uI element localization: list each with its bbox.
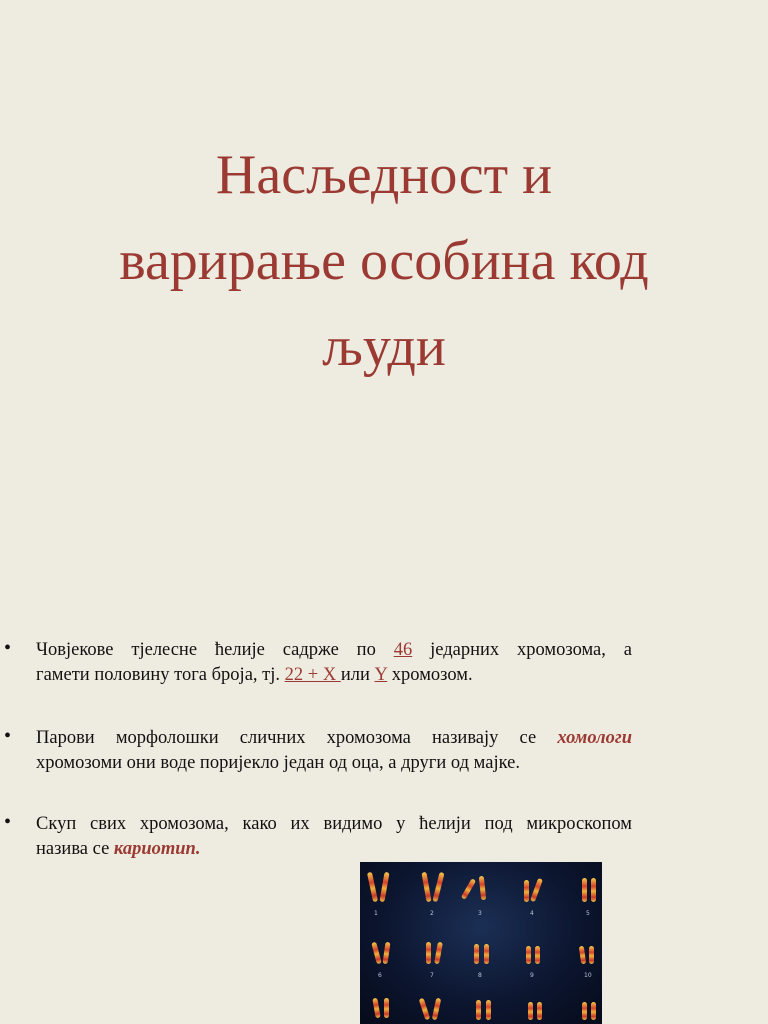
- chromosome: [582, 878, 587, 902]
- chromosome: [379, 872, 389, 902]
- chromosome: [372, 998, 380, 1019]
- chromosome: [371, 942, 382, 965]
- chromosome-number-7: 7: [430, 972, 434, 979]
- chromosome: [579, 946, 586, 965]
- bullet-3-line-1: Скуп свих хромозома, како их видимо у ћелији под микроскопом: [36, 814, 632, 834]
- chromosome-number-10: 10: [584, 972, 592, 979]
- chromosome: [479, 876, 486, 900]
- bullet-marker: •: [4, 637, 12, 659]
- bullet-2-line-1: Парови морфолошки сличних хромозома називају се хомологи: [36, 728, 632, 748]
- term-karyotype: кариотип.: [113, 839, 201, 859]
- chromosome: [591, 1002, 596, 1020]
- chromosome: [484, 944, 489, 964]
- title-line-1: Насљедност и: [215, 144, 553, 206]
- chromosome-number-4: 4: [530, 910, 534, 917]
- chromosome-number-6: 6: [378, 972, 382, 979]
- chromosome-number-1: 1: [374, 910, 378, 917]
- chromosome: [432, 998, 441, 1021]
- bullet-marker: •: [4, 725, 12, 747]
- chromosome: [461, 878, 476, 900]
- bullet-3-line-2: назива се кариотип.: [36, 839, 201, 859]
- chromosome: [421, 872, 431, 902]
- bullet-1-line-1: Човјекове тјелесне ћелије садрже по 46 једарних хромозома, а: [36, 640, 632, 660]
- chromosome-number-5: 5: [586, 910, 590, 917]
- title-line-3: људи: [322, 316, 446, 378]
- chromosome: [524, 880, 529, 902]
- slide-title: [0, 132, 768, 390]
- chromosome-number-3: 3: [478, 910, 482, 917]
- term-homologues: хомологи: [557, 728, 632, 748]
- chromosome: [382, 942, 390, 964]
- chromosome: [530, 878, 543, 902]
- bullet-item-homologues: [4, 725, 632, 776]
- chromosome: [486, 1000, 491, 1020]
- chromosome: [419, 998, 431, 1020]
- link-y[interactable]: Y: [374, 665, 388, 685]
- bullet-2-line-2: хромозоми они воде поријекло један од оца, а други од мајке.: [36, 753, 520, 773]
- chromosome: [537, 1002, 542, 1020]
- karyotype-image: [360, 862, 602, 1024]
- link-22-x[interactable]: 22 + X: [284, 665, 341, 685]
- title-line-2: варирање особина код: [119, 230, 649, 292]
- chromosome-number-2: 2: [430, 910, 434, 917]
- chromosome: [582, 1002, 587, 1020]
- chromosome: [367, 872, 378, 902]
- bullet-item-chromosome-count: [4, 637, 632, 688]
- chromosome: [589, 946, 594, 964]
- chromosome: [528, 1002, 533, 1020]
- bullet-marker: •: [4, 811, 12, 833]
- chromosome: [476, 1000, 481, 1020]
- chromosome: [474, 944, 479, 964]
- bullet-1-line-2: гамети половину тога броја, тј. 22 + X или Y хромозом.: [36, 665, 473, 685]
- chromosome: [535, 946, 540, 964]
- chromosome: [432, 872, 444, 902]
- chromosome: [434, 942, 443, 965]
- chromosome: [591, 878, 596, 902]
- chromosome: [426, 942, 431, 964]
- bullet-item-karyotype: [4, 811, 632, 862]
- chromosome-number-9: 9: [530, 972, 534, 979]
- chromosome: [526, 946, 531, 964]
- link-46[interactable]: 46: [393, 640, 413, 660]
- chromosome: [384, 998, 389, 1018]
- chromosome-number-8: 8: [478, 972, 482, 979]
